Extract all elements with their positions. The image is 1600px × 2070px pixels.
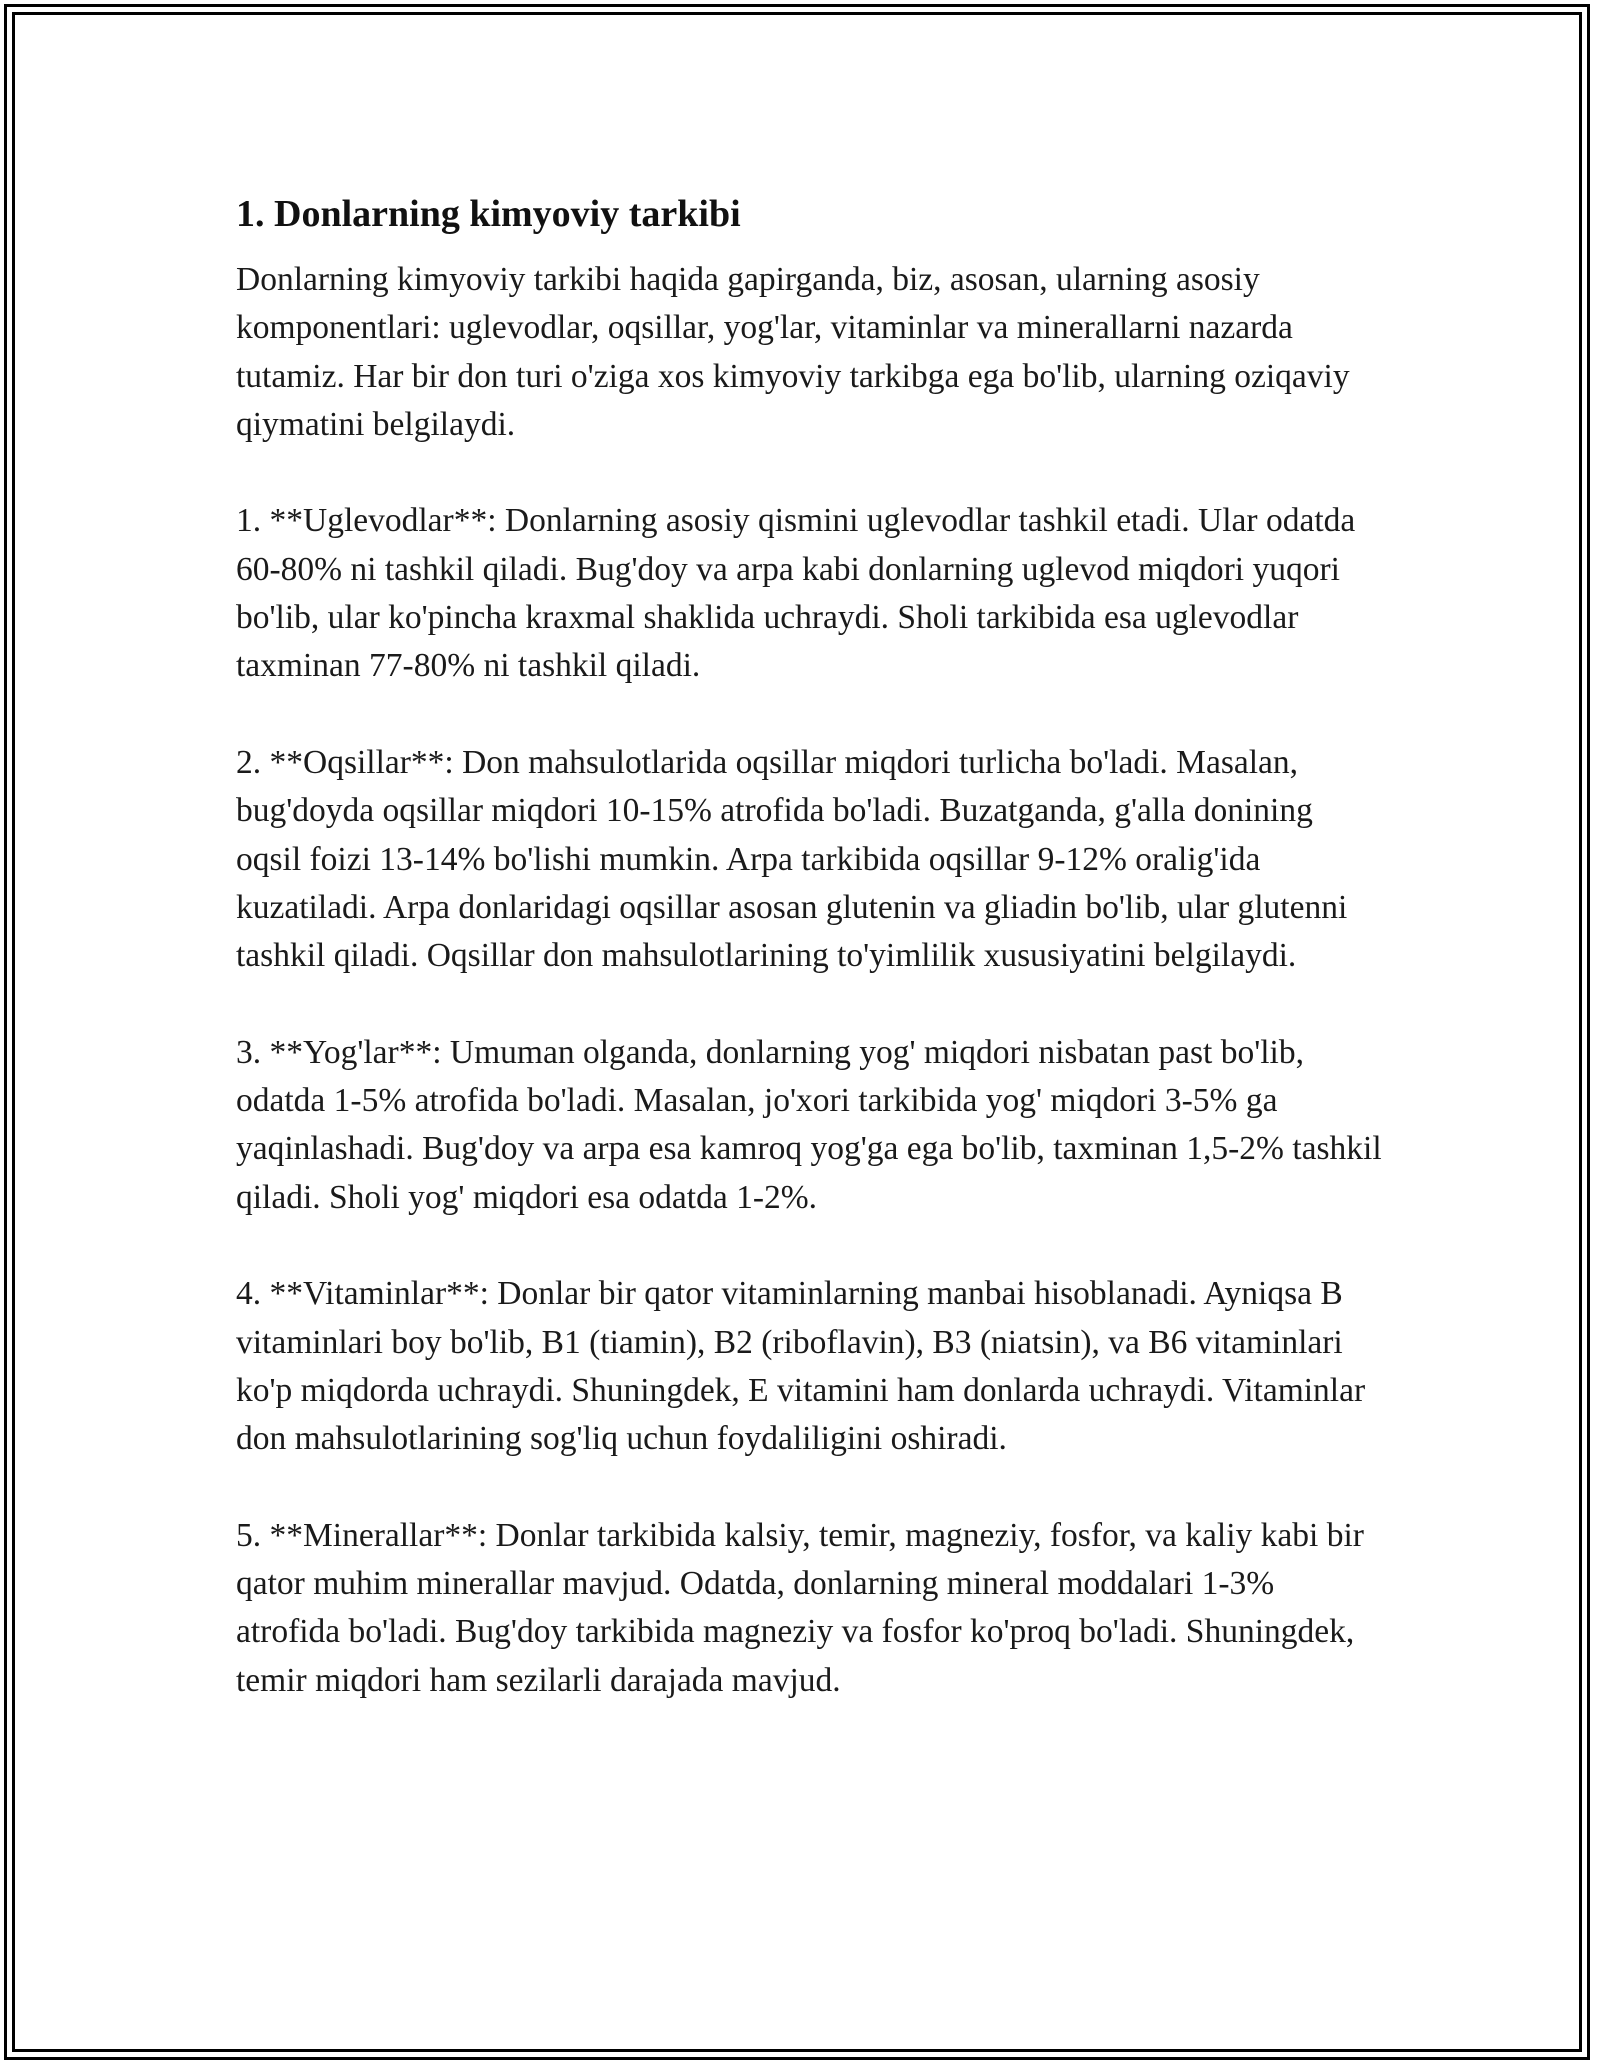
section-heading: 1. Donlarning kimyoviy tarkibi	[236, 193, 741, 235]
vitamins-paragraph: 4. **Vitaminlar**: Donlar bir qator vitaminlarning manbai hisoblanadi. Ayniqsa B vitaminlari boy bo'lib, B1 (tiamin), B2 (riboflavin), B3 (niatsin), va B6 vitaminlari ko'p miqdorda uchraydi. Shuningdek, E vitamini ham donlarda uchraydi. Vitaminlar don mahsulotlarining sog'liq uchun foydaliligini oshiradi.	[236, 1275, 1366, 1458]
carbohydrates-paragraph: 1. **Uglevodlar**: Donlarning asosiy qismini uglevodlar tashkil etadi. Ular odatda 60-80% ni tashkil qiladi. Bug'doy va arpa kabi donlarning uglevod miqdori yuqori bo'lib, ular ko'pincha kraxmal shaklida uchraydi. Sholi tarkibida esa uglevodlar taxminan 77-80% ni tashkil qiladi.	[236, 502, 1356, 685]
minerals-paragraph: 5. **Minerallar**: Donlar tarkibida kalsiy, temir, magneziy, fosfor, va kaliy kabi bir qator muhim minerallar mavjud. Odatda, donlarning mineral moddalari 1-3% atrofida bo'ladi. Bug'doy tarkibida magneziy va fosfor ko'proq bo'ladi. Shuningdek, temir miqdori ham sezilarli darajada mavjud.	[236, 1516, 1364, 1699]
proteins-paragraph: 2. **Oqsillar**: Don mahsulotlarida oqsillar miqdori turlicha bo'ladi. Masalan, bug'doyda oqsillar miqdori 10-15% atrofida bo'ladi. Buzatganda, g'alla donining oqsil foizi 13-14% bo'lishi mumkin. Arpa tarkibida oqsillar 9-12% oralig'ida kuzatiladi. Arpa donlaridagi oqsillar asosan glutenin va gliadin bo'lib, ular glutenni tashkil qiladi. Oqsillar don mahsulotlarining to'yimlilik xususiyatini belgilaydi.	[236, 743, 1348, 975]
fats-paragraph: 3. **Yog'lar**: Umuman olganda, donlarning yog' miqdori nisbatan past bo'lib, odatda 1-5% atrofida bo'ladi. Masalan, jo'xori tarkibida yog' miqdori 3-5% ga yaqinlashadi. Bug'doy va arpa esa kamroq yog'ga ega bo'lib, taxminan 1,5-2% tashkil qiladi. Sholi yog' miqdori esa odatda 1-2%.	[236, 1033, 1382, 1216]
document-body	[236, 186, 1386, 1705]
intro-paragraph: Donlarning kimyoviy tarkibi haqida gapirganda, biz, asosan, ularning asosiy komponentlari: uglevodlar, oqsillar, yog'lar, vitaminlar va minerallarni nazarda tutamiz. Har bir don turi o'ziga xos kimyoviy tarkibga ega bo'lib, ularning oziqaviy qiymatini belgilaydi.	[236, 261, 1350, 443]
